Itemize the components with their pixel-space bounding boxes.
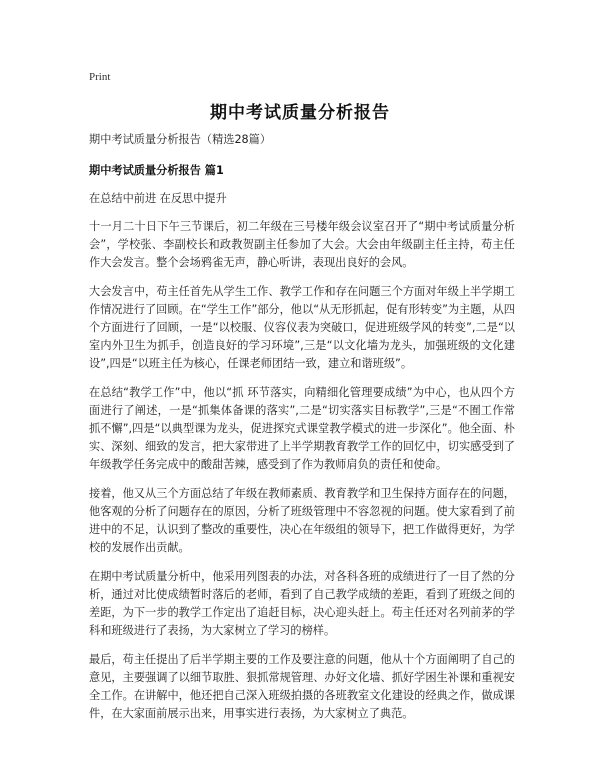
paragraph-5: 在期中考试质量分析中，他采用列图表的办法，对各科各班的成绩进行了一目了然的分析，通过对比使成绩暂时落后的老师，看到了自己教学成绩的差距，看到了班级之间的差距，为下一步的教学工作定出了追赶目标，决心迎头赶上。苟主任还对名列前茅的学科和班级进行了表扬，为大家树立了学习的榜样。 — [89, 570, 515, 637]
paragraph-3: 在总结“教学工作”中，他以“抓 环节落实，向精细化管理要成绩”为中心，也从四个方面进行了阐述，一是“抓集体备课的落实”,二是“切实落实目标教学”,三是“不囿工作常抓不懈”,四是“以典型课为龙头，促进探究式课堂教学模式的进一步深化”。他全面、朴实、深刻、细致的发言，把大家带进了上半学期教育教学工作的回忆中，切实感受到了年级教学任务完成中的酸甜苦辣，感受到了作为教师肩负的责任和使命。 — [89, 386, 515, 471]
paragraph-4: 接着，他又从三个方面总结了年级在教师素质、教育教学和卫生保持方面存在的问题，他客观的分析了问题存在的原因，分析了班级管理中不容忽视的问题。使大家看到了前进中的不足，认识到了整改的重要性，决心在年级组的领导下，把工作做得更好，为学校的发展作出贡献。 — [89, 487, 515, 554]
lead-line: 在总结中前进 在反思中提升 — [89, 192, 227, 205]
paragraph-6: 最后，苟主任提出了后半学期主要的工作及要注意的问题，他从十个方面阐明了自己的意见，主要强调了以细节取胜、狠抓常规管理、办好文化墙、抓好学困生补课和重视安全工作。在讲解中，他还把自己深入班级拍摄的各班教室文化建设的经典之作，做成课件，在大家面前展示出来，用事实进行表扬，为大家树立了典范。 — [89, 653, 515, 720]
document-title: 期中考试质量分析报告 — [210, 103, 390, 123]
paragraph-2: 大会发言中，苟主任首先从学生工作、教学工作和存在问题三个方面对年级上半学期工作情况进行了回顾。在“学生工作”部分，他以“从无形抓起，促有形转变”为主题，从四个方面进行了回顾，一是“以校服、仪容仪表为突破口，促进班级学风的转变”,二是“以室内外卫生为抓手，创造良好的学习环境”,三是“以文化墙为龙头，加强班级的文化建设”,四是“以班主任为核心，任课老师团结一致，建立和谐班级”。 — [89, 285, 515, 370]
document-body — [89, 131, 515, 734]
print-link[interactable]: Print — [89, 71, 111, 83]
section-heading: 期中考试质量分析报告 篇1 — [89, 164, 224, 177]
document-subtitle: 期中考试质量分析报告（精选28篇） — [89, 133, 272, 146]
paragraph-1: 十一月二十日下午三节课后，初二年级在三号楼年级会议室召开了“期中考试质量分析会”，学校张、李副校长和政教贺副主任参加了大会。大会由年级副主任主持，苟主任作大会发言。整个会场鸦雀无声，静心听讲，表现出良好的会风。 — [89, 220, 515, 269]
